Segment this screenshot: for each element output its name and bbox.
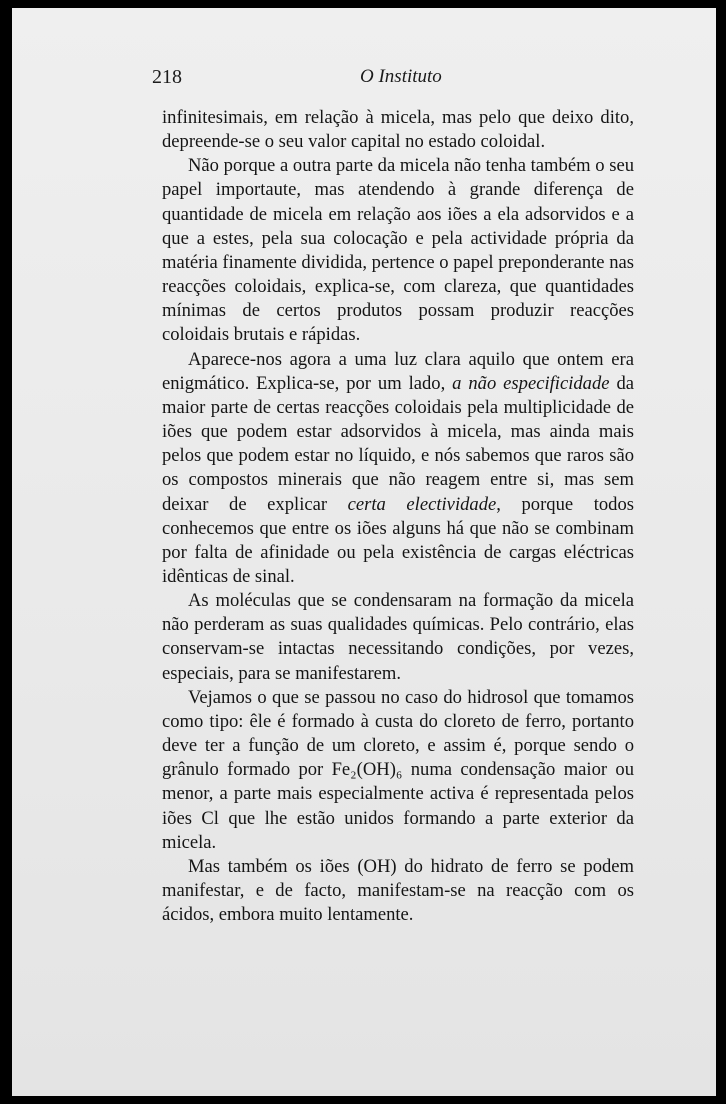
text-segment: Não porque a outra parte da micela não tenha também o seu papel importaute, mas atendendo à grande diferença de quantidade de micela em relação aos iões a ela adsorvidos e a que a estes, pela sua colocação e pela actividade própria da matéria finamente dividida, pertence o papel preponderante nas reacções coloidais, explica-se, com clareza, que quantidades mínimas de certos produtos possam produzir reacções coloidais brutais e rápidas. [162,155,634,346]
paragraph [162,106,634,154]
paragraph [162,589,634,686]
page-header [150,66,610,96]
text-segment: , porque todos conhecemos que entre os iões alguns há que não se combinam por falta de afinidade ou pela existência de cargas eléctricas idênticas de sinal. [162,493,634,587]
paragraph [162,686,634,855]
italic-phrase: certa electividade [347,493,497,515]
paragraph [162,855,634,927]
book-page [12,8,716,1096]
paragraph [162,154,634,347]
text-segment: Vejamos o que se passou no caso do hidrosol que tomamos como tipo: êle é formado à custa do cloreto de ferro, portanto deve ter a função de um cloreto, e assim é, porque sendo o grânulo formado por Fe₂(OH)₆ numa condensação maior ou menor, a parte mais especialmente activa é representada pelos iões Cl que lhe estão unidos formando a parte exterior da micela. [162,686,634,853]
text-segment: Aparece-nos agora a uma luz clara aquilo que ontem era enigmático. Explica-se, por um lado, [162,348,634,394]
body-text [162,106,634,927]
running-title: O Instituto [360,66,442,87]
text-segment: Mas também os iões (OH) do hidrato de ferro se podem manifestar, e de facto, manifestam-se na reacção com os ácidos, embora muito lentamente. [162,855,634,926]
italic-phrase: a não especificidade [452,372,610,394]
page-number: 218 [152,66,182,88]
text-segment: infinitesimais, em relação à micela, mas pelo que deixo dito, depreende-se o seu valor capital no estado coloidal. [162,107,634,153]
text-segment: As moléculas que se condensaram na formação da micela não perderam as suas qualidades químicas. Pelo contrário, elas conservam-se intactas necessitando condições, por vezes, especiais, para se manifestarem. [162,590,634,684]
text-segment: da maior parte de certas reacções coloidais pela multiplicidade de iões que podem estar adsorvidos à micela, mas ainda mais pelos que podem estar no líquido, e nós sabemos que raros são os compostos minerais que não reagem entre si, mas sem deixar de explicar [162,372,634,515]
paragraph [162,348,634,590]
